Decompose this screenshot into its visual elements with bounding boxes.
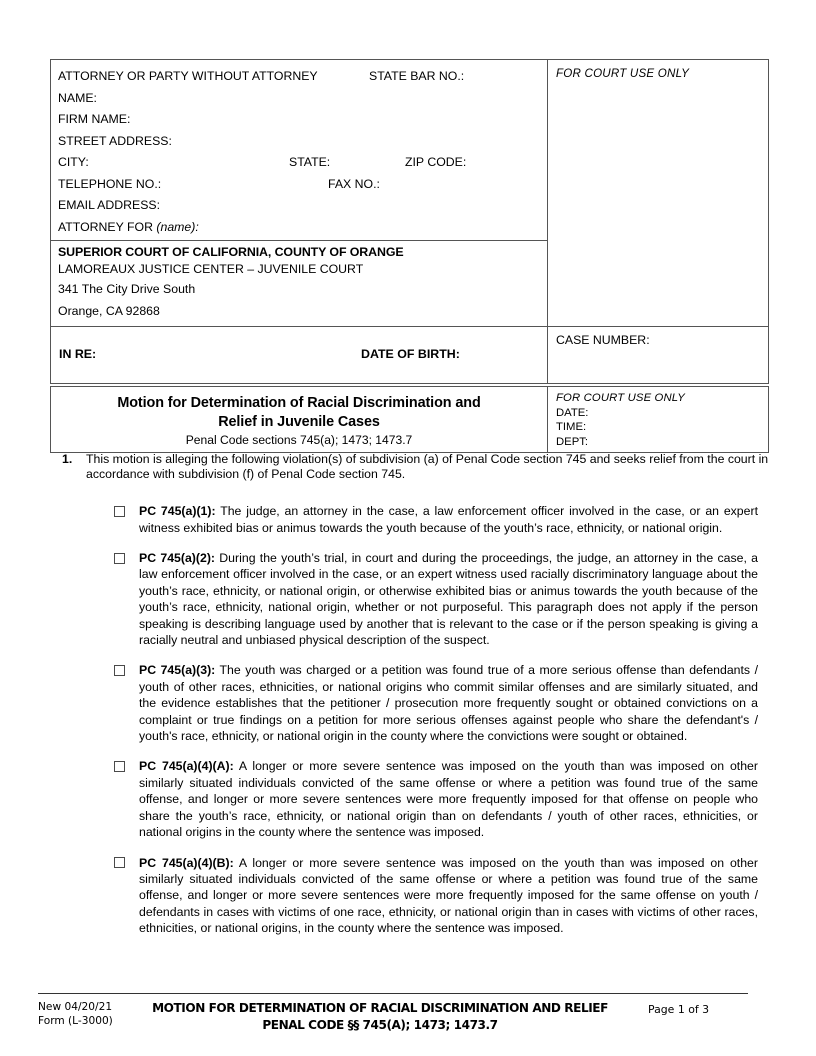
state-label: STATE: — [289, 155, 331, 169]
spacer — [0, 744, 816, 758]
attorney-or-party-label: ATTORNEY OR PARTY WITHOUT ATTORNEY — [58, 69, 318, 83]
city-state-zip-line[interactable] — [51, 152, 547, 174]
checkbox-icon[interactable] — [114, 506, 125, 517]
court-street-line: 341 The City Drive South — [58, 282, 196, 296]
caption-block — [50, 59, 768, 453]
name-field-line[interactable] — [51, 88, 547, 110]
footer-page-number: Page 1 of 3 — [648, 1003, 710, 1016]
firm-name-label: FIRM NAME: — [58, 112, 131, 126]
court-use-only-box — [548, 60, 769, 327]
court-stamp-block — [548, 387, 768, 451]
stamp-date-label: DATE: — [556, 406, 589, 419]
in-re-label: IN RE: — [59, 347, 97, 361]
zip-code-label: ZIP CODE: — [405, 155, 467, 169]
checkbox-item-pc745a3[interactable] — [139, 662, 758, 744]
attorney-for-field-line[interactable] — [51, 217, 547, 239]
checkbox-text-pc745a4B: A longer or more severe sentence was imposed on the youth than was imposed on other similarly situated individuals convicted of the same offense or where a petition was found true of the same offense, and longer or more severe sentences were more frequently imposed for the same offense on youth / defendants in cases with victims of one race, ethnicity, or national origin than in cases with victims of other races, ethnicities, or national origins, in the county where the sentence was imposed. — [139, 855, 758, 936]
street-address-field-line[interactable] — [51, 131, 547, 153]
form-title-line2: Relief in Juvenile Cases — [218, 413, 380, 430]
telephone-label: TELEPHONE NO.: — [58, 176, 162, 191]
checkbox-text-pc745a2: During the youth’s trial, in court and during the proceedings, the judge, an attorney in the case, a law enforcement officer involved in the case, or an expert witness used racially discriminatory language about the youth’s race, ethnicity, or national origin, or otherwise exhibited bias or animus towards the youth because of the youth’s race, ethnicity, national origin, whether or not purposeful. This paragraph does not apply if the person speaking is describing language used by another that is relevant to the case or if the person speaking is giving a racially neutral and unbiased physical description of the suspect. — [139, 551, 758, 648]
spacer — [0, 536, 816, 550]
checkbox-icon[interactable] — [114, 665, 125, 676]
checkbox-tag-pc745a1: PC 745(a)(1): — [139, 504, 216, 519]
attorney-header-line — [51, 66, 547, 88]
checkbox-tag-pc745a4B: PC 745(a)(4)(B): — [139, 855, 234, 870]
name-label: NAME: — [58, 90, 97, 105]
checkbox-item-pc745a2[interactable] — [139, 550, 758, 648]
checkbox-text-pc745a4A: A longer or more severe sentence was imposed on the youth than was imposed on other similarly situated individuals convicted of the same offense or where a petition was found true of the same offense, and longer or more severe sentences were more frequently imposed for that offense on people who share the youth’s race, ethnicity, or national origin than on defendants / youth of other races, ethnicities, or national origins in the county where the sentence was imposed. — [139, 759, 758, 840]
form-title-subtitle: Penal Code sections 745(a); 1473; 1473.7 — [185, 433, 413, 447]
in-re-row — [51, 327, 769, 384]
title-table — [50, 386, 769, 453]
footer-form-info — [38, 1001, 113, 1028]
checkbox-text-pc745a3: The youth was charged or a petition was found true of a more serious offense than defendants / youth of other races, ethnicities, or national origins who commit similar offenses and are similarly situated, and the evidence establishes that the petitioner / prosecution more frequently sought or obtained convictions on a complaint or true findings on a petition for more serious offenses against people who share the defendant's / youth's race, ethnicity, or national origin in the county where the convictions were sought or obtained. — [139, 663, 758, 744]
court-city-line: Orange, CA 92868 — [58, 304, 160, 318]
item-1-number: 1. — [62, 452, 73, 466]
email-address-label: EMAIL ADDRESS: — [58, 198, 161, 212]
checkbox-icon[interactable] — [114, 553, 125, 564]
caption-table — [50, 59, 769, 384]
checkbox-item-pc745a4A[interactable] — [139, 758, 758, 840]
checkbox-text-pc745a1: The judge, an attorney in the case, a law enforcement officer involved in the case, or an expert witness exhibited bias or animus towards the youth because of the youth’s race, ethnicity, or national origin. — [139, 504, 758, 535]
court-address-block — [51, 241, 547, 326]
court-name-line: SUPERIOR COURT OF CALIFORNIA, COUNTY OF ORANGE — [58, 245, 404, 259]
checkbox-tag-pc745a2: PC 745(a)(2): — [139, 551, 216, 565]
checkbox-item-pc745a1[interactable] — [139, 503, 758, 536]
email-field-line[interactable] — [51, 195, 547, 217]
stamp-time-label: TIME: — [556, 421, 587, 434]
state-bar-no-label: STATE BAR NO.: — [369, 69, 465, 83]
case-number-cell[interactable] — [548, 327, 769, 384]
attorney-cell-container — [51, 60, 548, 241]
street-address-label: STREET ADDRESS: — [58, 133, 172, 148]
spacer — [0, 481, 816, 503]
date-of-birth-label: DATE OF BIRTH: — [361, 347, 460, 361]
court-name-cell — [51, 241, 548, 327]
spacer — [0, 841, 816, 855]
checkbox-icon[interactable] — [114, 761, 125, 772]
numbered-item-1 — [0, 452, 816, 481]
checkbox-icon[interactable] — [114, 857, 125, 868]
form-title-block — [51, 387, 547, 452]
attorney-for-label: ATTORNEY FOR — [58, 219, 157, 234]
footer-title-line1: MOTION FOR DETERMINATION OF RACIAL DISCRIMINATION AND RELIEF — [152, 1001, 608, 1015]
footer-form-number: Form (L-3000) — [38, 1014, 113, 1027]
telephone-fax-line[interactable] — [51, 174, 547, 196]
attorney-court-row — [51, 60, 769, 241]
court-branch-line: LAMOREAUX JUSTICE CENTER – JUVENILE COURT — [58, 262, 364, 276]
stamp-dept-label: DEPT: — [556, 435, 589, 448]
in-re-content — [51, 327, 547, 383]
form-title-cell — [51, 387, 548, 453]
footer-title-line2: PENAL CODE §§ 745(A); 1473; 1473.7 — [262, 1017, 498, 1032]
checkbox-tag-pc745a4A: PC 745(a)(4)(A): — [139, 759, 234, 774]
attorney-info-block[interactable] — [51, 60, 547, 240]
in-re-cell[interactable] — [51, 327, 548, 384]
form-body — [0, 452, 816, 937]
attorney-for-name-hint: (name): — [156, 219, 199, 234]
title-row — [51, 387, 769, 453]
court-use-only-label: FOR COURT USE ONLY — [556, 67, 690, 80]
form-title-line1: Motion for Determination of Racial Discrimination and — [117, 395, 481, 411]
checkbox-tag-pc745a3: PC 745(a)(3): — [139, 663, 216, 678]
checkbox-item-pc745a4B[interactable] — [139, 855, 758, 937]
court-stamp-cell[interactable] — [548, 387, 769, 453]
court-use-only-content — [548, 60, 768, 80]
footer-title — [120, 1000, 640, 1033]
footer-revision-date: New 04/20/21 — [38, 1001, 113, 1013]
case-number-label: CASE NUMBER: — [556, 333, 650, 347]
stamp-court-use-only-label: FOR COURT USE ONLY — [556, 392, 685, 404]
footer-divider — [38, 993, 748, 994]
city-label: CITY: — [58, 155, 89, 169]
spacer — [0, 648, 816, 662]
firm-name-field-line[interactable] — [51, 109, 547, 131]
fax-label: FAX NO.: — [328, 176, 380, 191]
item-1-text: This motion is alleging the following violation(s) of subdivision (a) of Penal Code section 745 and seeks relief from the court in accordance with subdivision (f) of Penal Code section 745. — [86, 452, 769, 481]
